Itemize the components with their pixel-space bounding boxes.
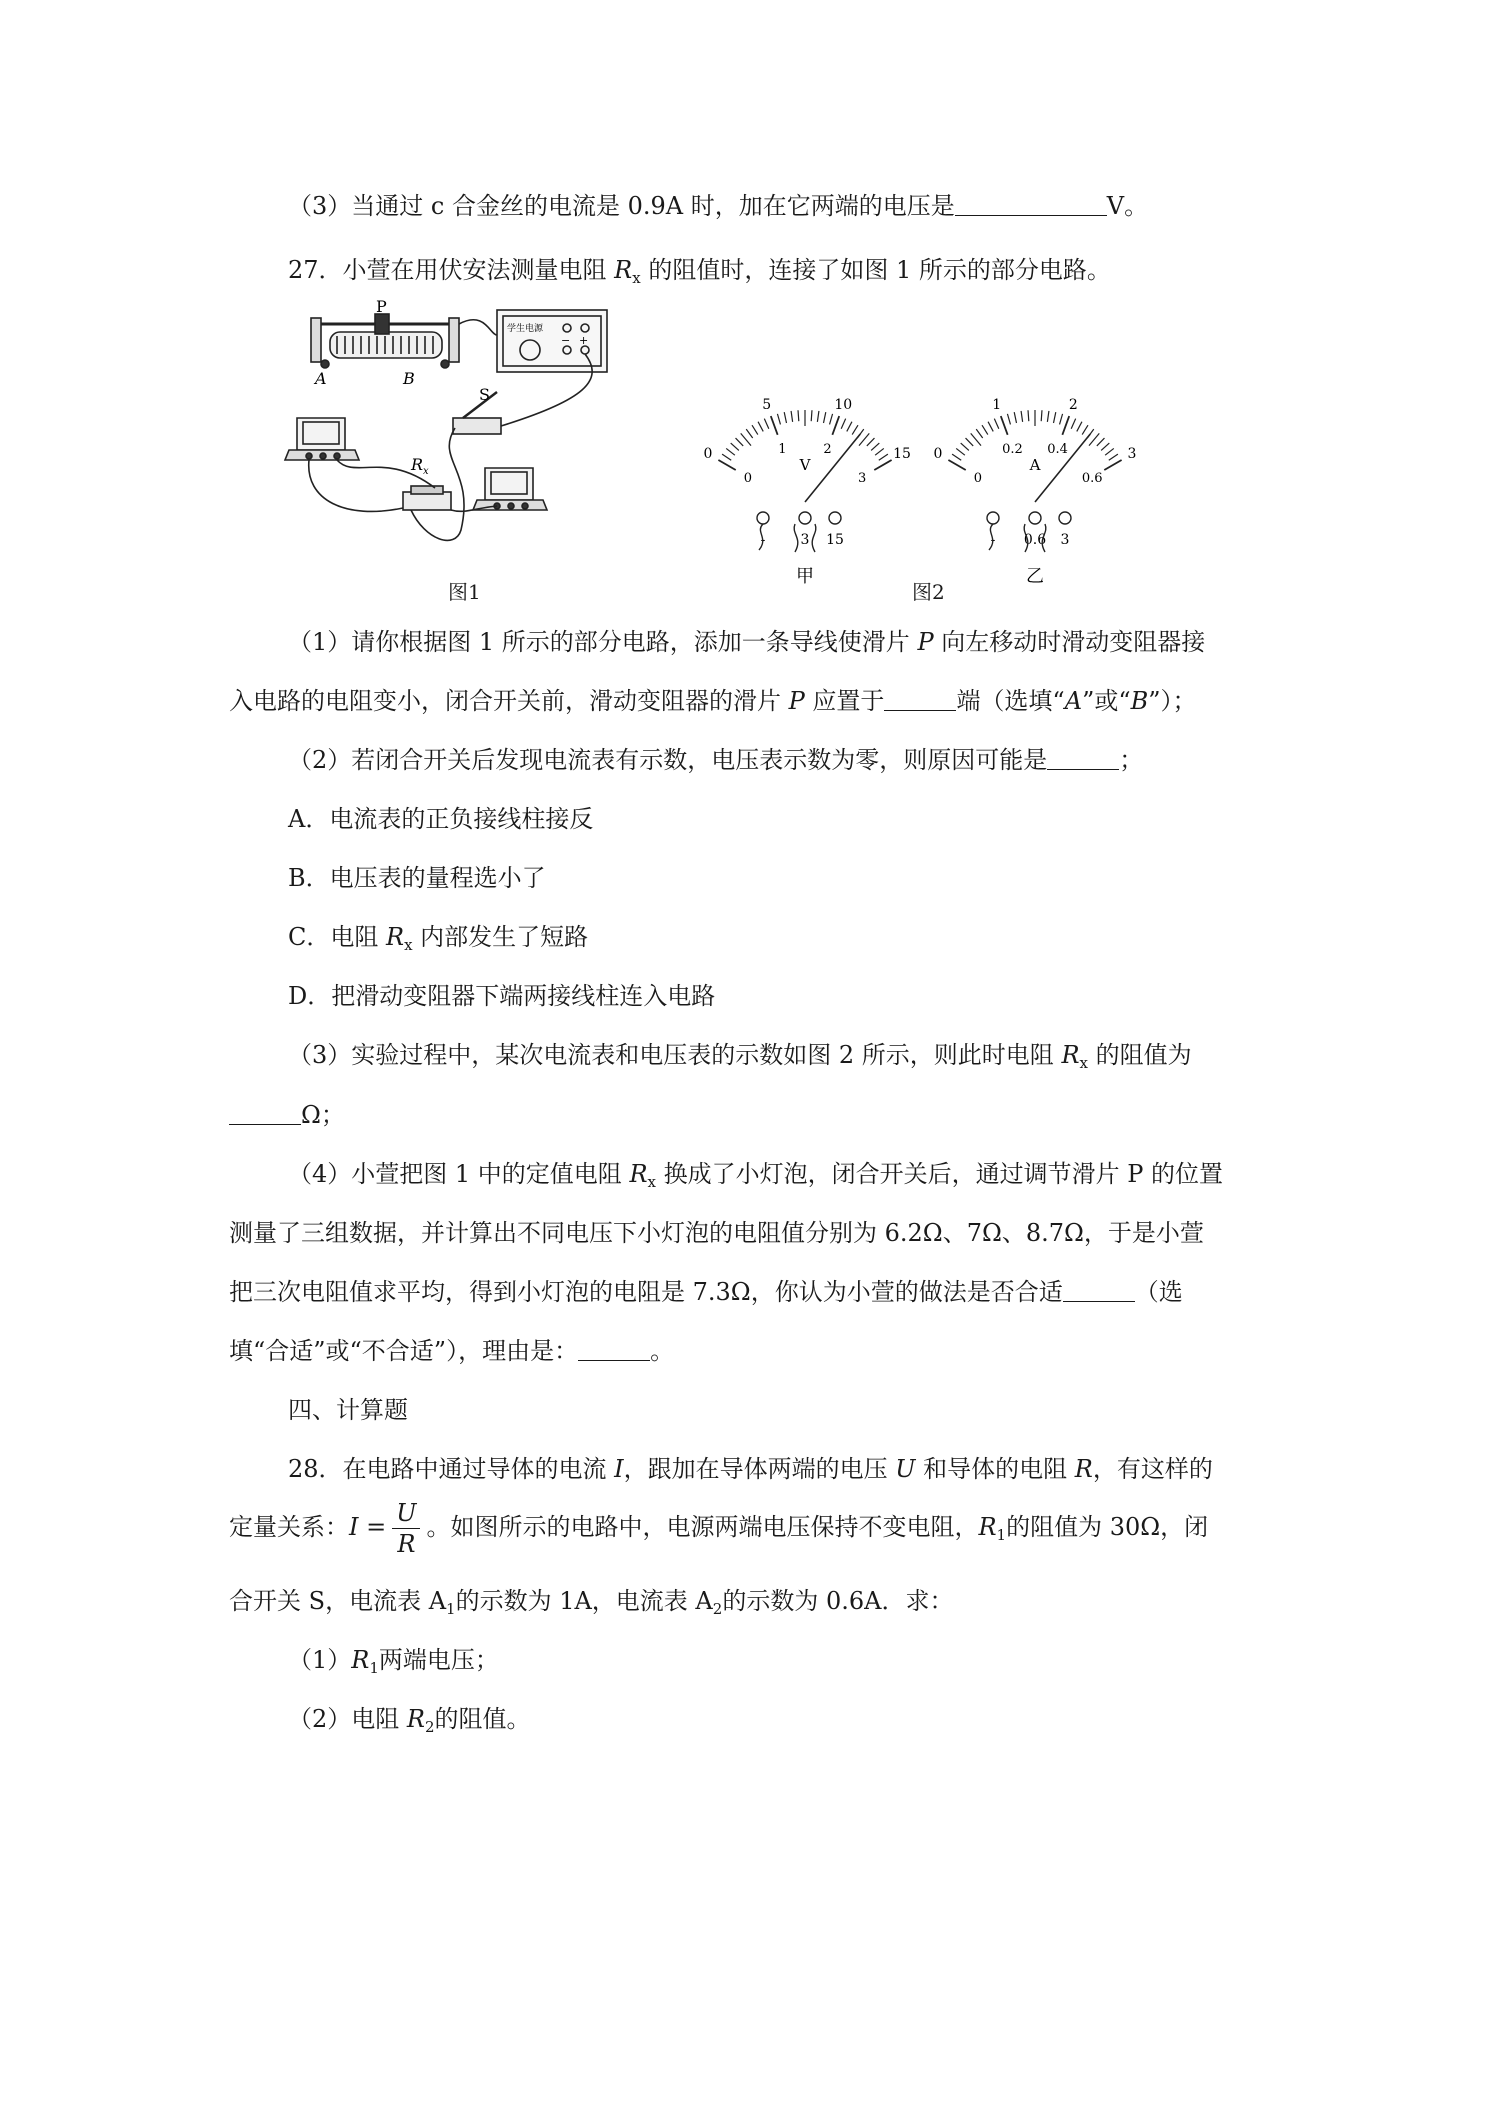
- figure-2-meters: [690, 360, 1170, 587]
- answer-blank: [1047, 747, 1119, 770]
- terminal-label: 3: [800, 532, 810, 548]
- dial-tick: [830, 414, 833, 425]
- rheostat-slider: [375, 314, 389, 334]
- dial-tick: [874, 460, 891, 470]
- dial-tick: [841, 419, 845, 429]
- dial-tick: [1062, 416, 1069, 435]
- wire: [459, 320, 497, 335]
- q27-part4-line4: 填“合适”或“不合适”），理由是： 。: [229, 1337, 675, 1365]
- dial-tick: [718, 460, 735, 470]
- terminal-post: [829, 512, 841, 524]
- dial-tick: [1007, 414, 1010, 425]
- dial-top-label: 1: [992, 396, 1002, 413]
- q28-sub2: （2）电阻 $R_2$的阻值。: [288, 1705, 531, 1736]
- dial-bottom-label: 0.4: [1047, 441, 1068, 457]
- terminal-post: [1059, 512, 1071, 524]
- dial-top-label: 15: [893, 446, 911, 462]
- dial-tick: [994, 419, 998, 429]
- dial-tick: [871, 443, 879, 450]
- figure-1-caption: 图1: [448, 580, 481, 604]
- dial-tick: [1021, 411, 1023, 422]
- dial-tick: [741, 433, 751, 445]
- q27-part4-line2: 测量了三组数据，并计算出不同电压下小灯泡的电阻值分别为 6.2Ω、7Ω、8.7Ω，于是小萱: [229, 1219, 1204, 1247]
- answer-blank: [884, 688, 956, 711]
- dial-tick: [817, 411, 819, 422]
- dial-tick: [736, 438, 744, 446]
- q27-part4-line3: 把三次电阻值求平均，得到小灯泡的电阻是 7.3Ω，你认为小萱的做法是否合适 （选: [229, 1278, 1183, 1306]
- option-b: B．电压表的量程选小了: [288, 864, 546, 892]
- ohms-law-fraction: $\frac{U}{R}$: [392, 1498, 420, 1559]
- wire: [411, 428, 464, 540]
- dial-top-label: 2: [1068, 396, 1078, 413]
- q27-part3-line2: Ω；: [229, 1100, 345, 1130]
- dial-tick: [752, 425, 758, 434]
- q26-part3: （3）当通过 c 合金丝的电流是 0.9A 时，加在它两端的电压是 V。: [288, 192, 1149, 220]
- power-minus-label: −: [561, 334, 571, 347]
- dial-tick: [948, 460, 965, 470]
- dial-tick: [731, 443, 739, 450]
- q27-part3-line1: （3）实验过程中，某次电流表和电压表的示数如图 2 所示，则此时电阻 $R_x$ 的阻值为: [288, 1041, 1192, 1072]
- power-supply-label: 学生电源: [507, 324, 544, 334]
- terminal-label: 0.6: [1023, 532, 1047, 548]
- dial-tick: [1109, 454, 1118, 460]
- q27-part2: （2）若闭合开关后发现电流表有示数，电压表示数为零，则原因可能是 ；: [288, 746, 1144, 774]
- dial-tick: [879, 454, 888, 460]
- dial-tick: [1104, 460, 1121, 470]
- resistor-label: $R_x$: [411, 455, 429, 477]
- dial-bottom-label: 2: [823, 441, 832, 457]
- answer-blank: [229, 1102, 301, 1125]
- meter-name: 乙: [1026, 566, 1044, 587]
- dial-top-label: 5: [762, 396, 772, 413]
- dial-tick: [1089, 433, 1099, 445]
- terminal-label: -: [760, 532, 766, 548]
- voltmeter-dial: [704, 397, 911, 587]
- dial-tick: [758, 422, 763, 432]
- dial-tick: [764, 419, 768, 429]
- dial-tick: [859, 433, 869, 445]
- dial-tick: [1001, 416, 1008, 435]
- dial-tick: [1060, 414, 1063, 425]
- terminal-label: 3: [1060, 532, 1070, 548]
- dial-tick: [777, 414, 780, 425]
- q28-line3: 合开关 S，电流表 $A_1$的示数为 1A，电流表 $A_2$的示数为 0.6A．求：: [229, 1587, 954, 1618]
- answer-blank: [955, 193, 1107, 216]
- terminal-post: [799, 512, 811, 524]
- dial-top-label: 10: [834, 396, 853, 413]
- dial-tick: [976, 429, 982, 438]
- terminal-post: [987, 512, 999, 524]
- lead-wire: [794, 524, 798, 552]
- rheostat-b-label: B: [403, 369, 415, 388]
- dial-tick: [847, 422, 852, 432]
- dial-tick: [726, 448, 735, 455]
- dial-tick: [1041, 410, 1042, 421]
- dial-tick: [961, 443, 969, 450]
- dial-top-label: 3: [1127, 446, 1137, 462]
- dial-top-label: 0: [933, 446, 943, 462]
- dial-tick: [746, 429, 752, 438]
- terminal-label: 15: [826, 532, 844, 548]
- dial-tick: [982, 425, 988, 434]
- switch-label: S: [479, 385, 490, 404]
- dial-tick: [971, 433, 981, 445]
- dial-bottom-label: 0.6: [1081, 471, 1103, 486]
- dial-tick: [1077, 422, 1082, 432]
- dial-needle: [805, 434, 860, 502]
- ammeter-dial: [934, 397, 1137, 587]
- q28-line2: 定量关系：I = $\frac{U}{R}$ 。如图所示的电路中，电源两端电压保持不变电阻，$R_1$的阻值为 30Ω，闭: [229, 1499, 1209, 1558]
- dial-tick: [1082, 425, 1088, 434]
- dial-tick: [1071, 419, 1075, 429]
- dial-tick: [1054, 412, 1056, 423]
- dial-tick: [852, 425, 858, 434]
- dial-tick: [771, 416, 778, 435]
- dial-tick: [811, 410, 812, 421]
- section-title: 四、计算题: [288, 1396, 408, 1424]
- dial-tick: [722, 454, 731, 460]
- dial-tick: [824, 412, 826, 423]
- dial-bottom-label: 0: [743, 471, 752, 486]
- dial-unit-label: V: [799, 456, 811, 474]
- option-c: C．电阻 $R_x$ 内部发生了短路: [288, 923, 589, 954]
- dial-tick: [798, 410, 799, 421]
- power-plus-label: +: [579, 334, 589, 347]
- dial-tick: [1097, 438, 1105, 446]
- dial-tick: [1047, 411, 1049, 422]
- dial-bottom-label: 0: [973, 471, 982, 486]
- meter-name: 甲: [796, 566, 814, 587]
- answer-blank: [578, 1338, 650, 1361]
- dial-bottom-label: 0.2: [1002, 441, 1023, 457]
- dial-tick: [952, 454, 961, 460]
- dial-tick: [784, 412, 786, 423]
- dial-tick: [1105, 448, 1114, 455]
- dial-tick: [988, 422, 993, 432]
- figure-2-caption: 图2: [912, 580, 945, 604]
- dial-tick: [1101, 443, 1109, 450]
- rheostat-p-label: P: [376, 297, 387, 316]
- dial-bottom-label: 1: [778, 441, 787, 457]
- dial-unit-label: A: [1029, 456, 1041, 474]
- dial-top-label: 0: [703, 446, 713, 462]
- terminal-post: [1029, 512, 1041, 524]
- q28-line1: 28．在电路中通过导体的电流 I，跟加在导体两端的电压 U 和导体的电阻 R，有这样的: [288, 1455, 1213, 1483]
- dial-tick: [791, 411, 793, 422]
- dial-tick: [1028, 410, 1029, 421]
- q28-sub1: $(1)R_1$两端电压；: [288, 1646, 499, 1677]
- terminal-label: -: [990, 532, 996, 548]
- answer-blank: [1063, 1279, 1135, 1302]
- terminal-post: [757, 512, 769, 524]
- q27-part1-line1: （1）请你根据图 1 所示的部分电路，添加一条导线使滑片 P 向左移动时滑动变阻器接: [288, 628, 1206, 656]
- dial-tick: [875, 448, 884, 455]
- option-a: A．电流表的正负接线柱接反: [288, 805, 594, 833]
- q27-part4-line1: （4）小萱把图 1 中的定值电阻 $R_x$ 换成了小灯泡，闭合开关后，通过调节滑片 P 的位置: [288, 1160, 1224, 1191]
- dial-tick: [867, 438, 875, 446]
- lead-wire: [812, 524, 816, 552]
- dial-tick: [832, 416, 839, 435]
- switch: [453, 418, 501, 434]
- dial-tick: [966, 438, 974, 446]
- dial-tick: [956, 448, 965, 455]
- dial-tick: [1014, 412, 1016, 423]
- q27-heading: 27．小萱在用伏安法测量电阻 $R_x$ 的阻值时，连接了如图 1 所示的部分电路。: [288, 256, 1111, 287]
- rheostat-a-label: A: [315, 369, 327, 388]
- dial-bottom-label: 3: [858, 471, 867, 486]
- q27-part1-line2: 入电路的电阻变小，闭合开关前，滑动变阻器的滑片 P 应置于 端（选填“A”或“B”）；: [229, 687, 1197, 715]
- figure-1-circuit: [285, 297, 685, 550]
- option-d: D．把滑动变阻器下端两接线柱连入电路: [288, 982, 716, 1010]
